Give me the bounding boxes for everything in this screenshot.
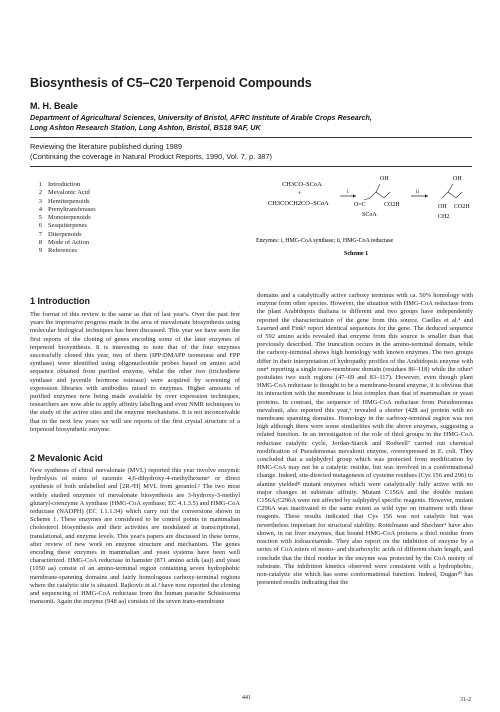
review-line-2: (Continuing the coverage in Natural Product Reports, 1990, Vol. 7, p. 387) bbox=[30, 152, 272, 161]
toc-item bbox=[30, 214, 96, 222]
product-bonds bbox=[442, 184, 462, 198]
toc-number: 9 bbox=[38, 247, 42, 255]
toc-number: 1 bbox=[38, 181, 42, 188]
toc-label: References bbox=[48, 247, 77, 255]
intermediate-co2h: CO2H bbox=[384, 202, 400, 208]
toc-number: 2 bbox=[38, 189, 42, 197]
mevalonic-acid-text: New syntheses of chiral mevalonate (MVL) reported this year involve enzymic hydrolysis of esters of racemic 4,6-dihydroxy-4-methylhexene¹ or direct synthesis of both unlabelled and [2R-²H] MVL from geraniol.² The two most widely studied enzymes of mevalonate biosynthesis are 3-hydroxy-3-methyl glutaryl-coenzyme A synthase (HMG-CoA synthase; EC 4.1.3.5) and HMG-CoA reductase (NADPH) (EC 1.1.1.34) which carry out the conversions shown in Scheme 1. These enzymes are considered to be control points in mammalian cholesterol biosynthesis and their activities are modulated at transcriptional, translational, and enzyme levels. This year's papers are discussed in these terms, after review of new work on enzyme structure and mechanism. The genes encoding these enzymes in mammalian and yeast systems have been well characterized. HMG-CoA reductase in hamster (871 amino acids (aa)) and yeast (1050 aa) consist of an amino-terminal region containing seven hydrophobic membrane-spanning domains and fairly homologous carboxy-terminal regions where the catalytic site is situated. Rajkovic et al.³ have now reported the cloning and sequencing of HMG-CoA reductase from the human parasite Schistosoma mansonii. Again the enzyme (948 aa) consists of the seven trans-membrane bbox=[30, 467, 240, 606]
toc-label: Introduction bbox=[48, 181, 81, 188]
reactant-1: CH3CO–SCoA bbox=[282, 181, 322, 188]
intermediate-bond bbox=[364, 198, 370, 200]
product-oh-lower: OH bbox=[438, 204, 447, 210]
step-ii-label: ii bbox=[416, 189, 420, 195]
scheme-1-diagram bbox=[248, 172, 480, 277]
toc-item bbox=[30, 247, 96, 255]
scheme-label: Scheme 1 bbox=[344, 251, 369, 257]
toc-label: Mode of Action bbox=[48, 239, 90, 247]
introduction-text: The format of this review is the same as that of last year's. Over the past few years the impressive progress made in the area of mevalonate biosynthesis using molecular biological techniques has been discussed. This year we have seen the first reports of the cloning of genes encoding some of the later enzymes of terpenoid biosynthesis. It is interesting to note that of the four enzymes successfully cloned this year, two of them (IPP:DMAPP isomerase and FPP synthase) were identified using oligonucleotide probes based on amino acid sequence obtained from purified enzyme, whilst the other two (trichodiene synthase and juvenile hormone esterase) were acquired by screening of expression libraries with antibodies raised to enzymes. Higher amounts of purified enzymes now being made available by over expression techniques, researchers are now able to apply affinity labelling and even NMR techniques to the study of the active sites and the enzyme mechanisms. It is not inconceivable that in the next few years we will see reports of the first crystal structure of a terpenoid biosynthetic enzyme. bbox=[30, 311, 240, 433]
plus-sign: + bbox=[298, 190, 302, 197]
toc-item bbox=[30, 222, 96, 230]
intermediate-bonds bbox=[370, 184, 390, 198]
heading-introduction: 1 Introduction bbox=[30, 296, 90, 306]
toc-item bbox=[30, 239, 96, 247]
arrow-i-head bbox=[353, 194, 356, 197]
heading-mevalonic-acid: 2 Mevalonic Acid bbox=[30, 453, 103, 463]
toc-number: 8 bbox=[38, 239, 42, 247]
affiliation bbox=[30, 113, 480, 133]
scheme-enzymes: Enzymes: i, HMG-CoA synthase; ii, HMG-CoA reductase bbox=[256, 238, 394, 244]
toc-number: 4 bbox=[38, 205, 42, 213]
signature-mark: 31-2 bbox=[460, 697, 471, 703]
article-title bbox=[30, 76, 312, 90]
table-of-contents bbox=[30, 181, 96, 256]
toc-number: 7 bbox=[38, 230, 42, 238]
column-2-text: domains and a catalytically active carboxy terminus with ca. 50% homology with enzyme from other species. However, the situation with HMG-CoA reductase from the plant Arabidopsis thaliana is different and two groups have independently reported the characterization of the gene from this source. Caelles et al.⁴ and Learned and Fink⁵ report identical sequences for the gene. The deduced sequence of 592 amino acids revealed that enzyme from this source is smaller than that previously described. The truncation occurs in the amino-terminal domain, while the carboxy-terminal shows high homology with known enzymes. The two groups differ in their interpretation of hydropathy profiles of the Arabidopsis enzyme with one⁴ reporting a single trans-membrane domain (residues 86–118) while the other⁵ postulates two such regions (47–69 and 83–117). However, even though plant HMG-CoA reductase is thought to be a membrane-bound enzyme, it is obvious that its interaction with the membrane is less complex than that of mammalian or yeast proteins. In contrast, the sequence of HMG-CoA reductase from Pseudomonas mevalonii, also reported this year,⁶ revealed a shorter (428 aa) protein with no membrane spanning domains. Homology in the carboxy-terminal region was not high although there were some similarities with the above enzymes, suggesting a related function. In an investigation of the role of thiol groups in the HMG-CoA reductase catalytic cycle, Jordan-Starck and Rodwell⁷ carried out chemical modification of Pseudomonas mevalonii enzyme, overexpressed in E. coli. They concluded that a sulphydryl group which was protected from modification by HMG-CoA may not be a catalytic residue, but was involved in a conformational change. Indeed, site-directed mutagenesis of cysteine residues (Cys 156 and 296) to alanine yielded⁸ mutant enzymes which were catalytically fully active with no major changes in substrate affinity. Mutant C156A and the double mutant C156A;C296A were not affected by sulphydryl specific reagents. However, mutant C296A was inactivated to the same extent as wild type on treatment with these reagents. These results indicated that Cys 156 was not catalytic but was nevertheless important for structural stability. Roitelmann and Shechter⁹ have also shown, in rat liver enzymes, that bound HMG-CoA protects a thiol residue from reaction with iodoacetamide. They also report on the inhibition of enzyme by a series of CoA esters of mono- and dicarboxylic acids of different chain length, and conclude that the thiol residue in the enzyme was protected by the CoA moiety of substrate. The inhibition kinetics observed were consistent with a hydrophobic, non-catalytic site which has some conformational function. Indeed, Dugan¹⁰ has presented results indicating that the bbox=[257, 292, 473, 587]
toc-label: Sesquiterpenes bbox=[48, 222, 87, 230]
intermediate-scoa: SCoA bbox=[362, 212, 377, 218]
toc-label: Hemiterpenoids bbox=[48, 197, 90, 205]
toc-item bbox=[30, 231, 96, 239]
step-i-label: i bbox=[347, 189, 349, 195]
product-oh: OH bbox=[453, 176, 462, 182]
author-name: M. H. Beale bbox=[30, 101, 79, 111]
toc-label: Monoterpenoids bbox=[48, 214, 91, 222]
toc-item bbox=[30, 206, 96, 214]
product-co2h: CO2H bbox=[454, 204, 470, 210]
toc-item bbox=[30, 181, 96, 189]
review-coverage bbox=[30, 142, 480, 162]
affiliation-line-2: Long Ashton Research Station, Long Ashton, Bristol, BS18 9AF, UK bbox=[30, 123, 261, 132]
intermediate-oc: O=C bbox=[354, 202, 366, 208]
toc-item bbox=[30, 198, 96, 206]
toc-number: 6 bbox=[38, 222, 42, 230]
toc-item bbox=[30, 189, 96, 197]
page-number: 441 bbox=[242, 695, 251, 701]
top-divider bbox=[30, 137, 472, 138]
toc-number: 3 bbox=[38, 197, 42, 205]
arrow-ii-head bbox=[425, 194, 428, 197]
review-line-1: Reviewing the literature published during 1989 bbox=[30, 142, 183, 151]
toc-number: 5 bbox=[38, 214, 42, 222]
toc-label: Prenyltransferases bbox=[48, 205, 96, 213]
toc-label: Mevalonic Acid bbox=[48, 189, 90, 197]
bottom-divider bbox=[30, 166, 472, 167]
affiliation-line-1: Department of Agricultural Sciences, University of Bristol, AFRC Institute of Arable Crops Research, bbox=[30, 113, 372, 122]
toc-label: Diterpenoids bbox=[48, 230, 82, 238]
product-ch2: CH2 bbox=[438, 214, 450, 220]
reactant-2: CH3COCH2CO–SCoA bbox=[268, 200, 329, 207]
title-text: Biosynthesis of C5–C20 Terpenoid Compounds bbox=[30, 76, 312, 90]
intermediate-oh: OH bbox=[380, 176, 389, 182]
